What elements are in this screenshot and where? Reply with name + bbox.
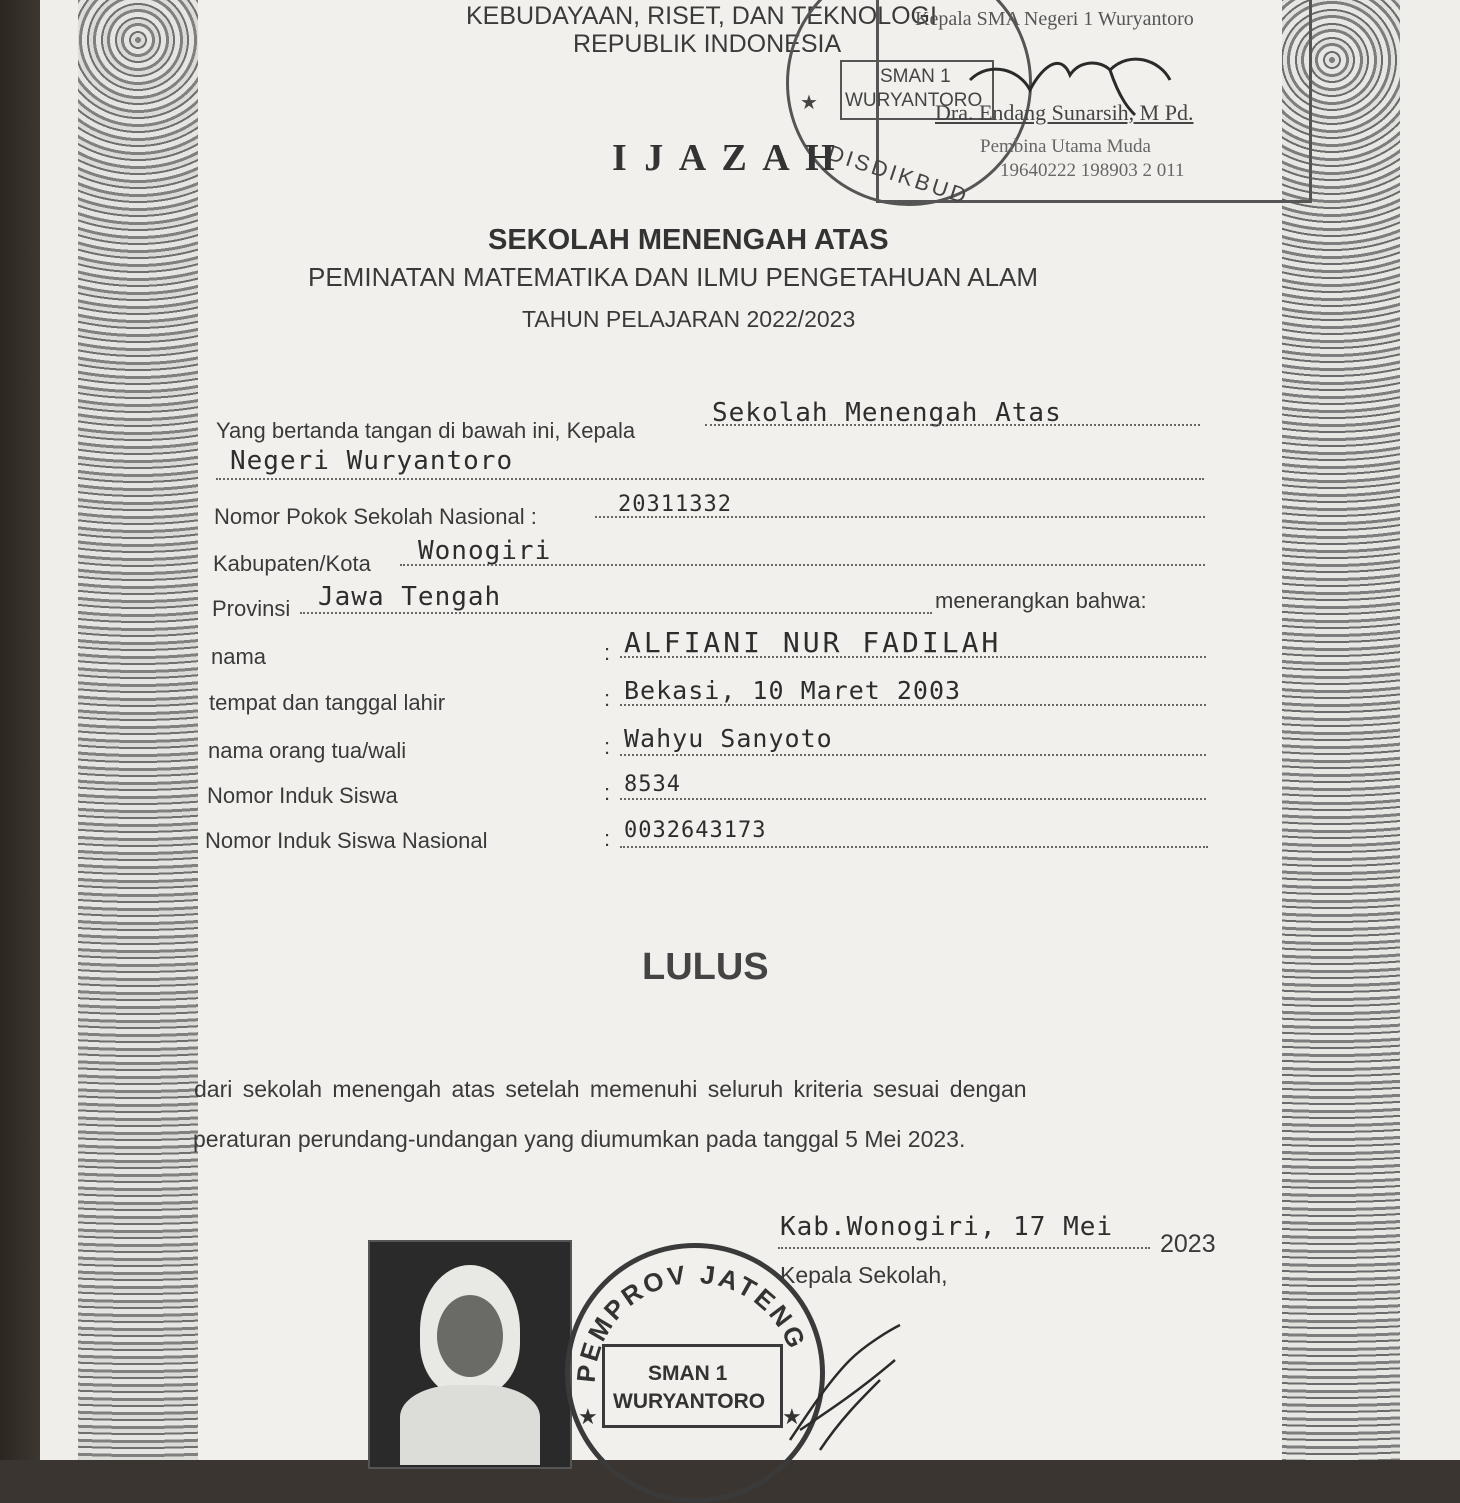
star-icon: ★ [578, 1404, 598, 1429]
document-title: I J A Z A H [612, 137, 839, 179]
academic-year: TAHUN PELAJARAN 2022/2023 [522, 306, 856, 332]
signing-year: 2023 [1160, 1230, 1216, 1258]
photo-body [400, 1385, 540, 1465]
star-icon: ★ [800, 92, 818, 114]
nis-colon: : [604, 780, 611, 805]
ortu-colon: : [604, 734, 611, 759]
school-name-line1-dots [705, 424, 1200, 426]
school-name-line2: Negeri Wuryantoro [230, 446, 514, 476]
star-icon: ★ [782, 1404, 802, 1429]
legalization-nip: 19640222 198903 2 011 [1000, 160, 1185, 181]
bottom-stamp-inner-line1: SMAN 1 [648, 1362, 728, 1385]
provinsi-label: Provinsi [212, 596, 291, 621]
school-type-heading: SEKOLAH MENENGAH ATAS [488, 224, 889, 256]
ornamental-border-right [1282, 0, 1400, 1460]
principal-signature [770, 1320, 910, 1460]
svg-text:PEMPROV JATENG: PEMPROV JATENG [570, 1258, 813, 1384]
menerangkan-text: menerangkan bahwa: [935, 588, 1147, 613]
program-heading: PEMINATAN MATEMATIKA DAN ILMU PENGETAHUAN ALAM [308, 262, 1039, 292]
nis-dots [620, 798, 1206, 800]
signing-role: Kepala Sekolah, [780, 1262, 948, 1288]
npsn-dots [595, 516, 1205, 518]
top-signature [960, 40, 1200, 120]
signing-place-date: Kab.Wonogiri, 17 Mei [780, 1212, 1114, 1242]
nis-value: 8534 [624, 772, 681, 797]
npsn-label: Nomor Pokok Sekolah Nasional : [214, 504, 537, 529]
nisn-label: Nomor Induk Siswa Nasional [205, 828, 488, 853]
result-line1: dari sekolah menengah atas setelah memenuhi seluruh kriteria sesuai dengan [194, 1076, 1027, 1102]
legalization-name: Dra. Endang Sunarsih, M Pd. [935, 100, 1194, 125]
nisn-colon: : [604, 826, 611, 851]
school-name-line1: Sekolah Menengah Atas [712, 398, 1062, 428]
npsn-value: 20311332 [618, 492, 732, 517]
school-name-line2-dots [216, 478, 1204, 480]
intro-label: Yang bertanda tangan di bawah ini, Kepala [216, 418, 636, 443]
ortu-value: Wahyu Sanyoto [624, 724, 833, 753]
nama-label: nama [211, 644, 267, 669]
ornamental-border-left [78, 0, 198, 1460]
ttl-colon: : [604, 686, 611, 711]
nama-colon: : [604, 640, 611, 665]
nisn-dots [620, 846, 1208, 848]
nisn-value: 0032643173 [624, 818, 767, 843]
legalization-rank: Pembina Utama Muda [980, 136, 1151, 157]
ortu-label: nama orang tua/wali [208, 738, 407, 763]
kabupaten-dots [400, 564, 1205, 566]
ortu-dots [620, 754, 1206, 756]
provinsi-value: Jawa Tengah [318, 582, 502, 612]
result-line2: peraturan perundang-undangan yang diumumkan pada tanggal 5 Mei 2023. [193, 1126, 966, 1152]
graduation-status: LULUS [642, 946, 769, 988]
ttl-value: Bekasi, 10 Maret 2003 [624, 676, 962, 705]
ministry-line: KEBUDAYAAN, RISET, DAN TEKNOLOGI [466, 2, 937, 30]
top-stamp-inner-line2: WURYANTORO [845, 90, 983, 111]
ttl-label: tempat dan tanggal lahir [209, 690, 446, 715]
bottom-stamp-inner-line2: WURYANTORO [613, 1390, 766, 1413]
country-name: REPUBLIK INDONESIA [573, 30, 842, 58]
legalization-role: Kepala SMA Negeri 1 Wuryantoro [915, 8, 1194, 30]
kabupaten-value: Wonogiri [418, 536, 552, 566]
provinsi-dots [300, 612, 932, 614]
nama-value: ALFIANI NUR FADILAH [624, 626, 1002, 659]
top-stamp-inner-line1: SMAN 1 [880, 66, 951, 87]
kabupaten-label: Kabupaten/Kota [213, 551, 371, 576]
nis-label: Nomor Induk Siswa [207, 783, 398, 808]
photo-face [437, 1295, 503, 1377]
signing-dots [778, 1247, 1150, 1249]
top-stamp-ring-text: DISDIKBUD [824, 139, 973, 210]
ttl-dots [620, 704, 1206, 706]
nama-dots [620, 656, 1206, 658]
